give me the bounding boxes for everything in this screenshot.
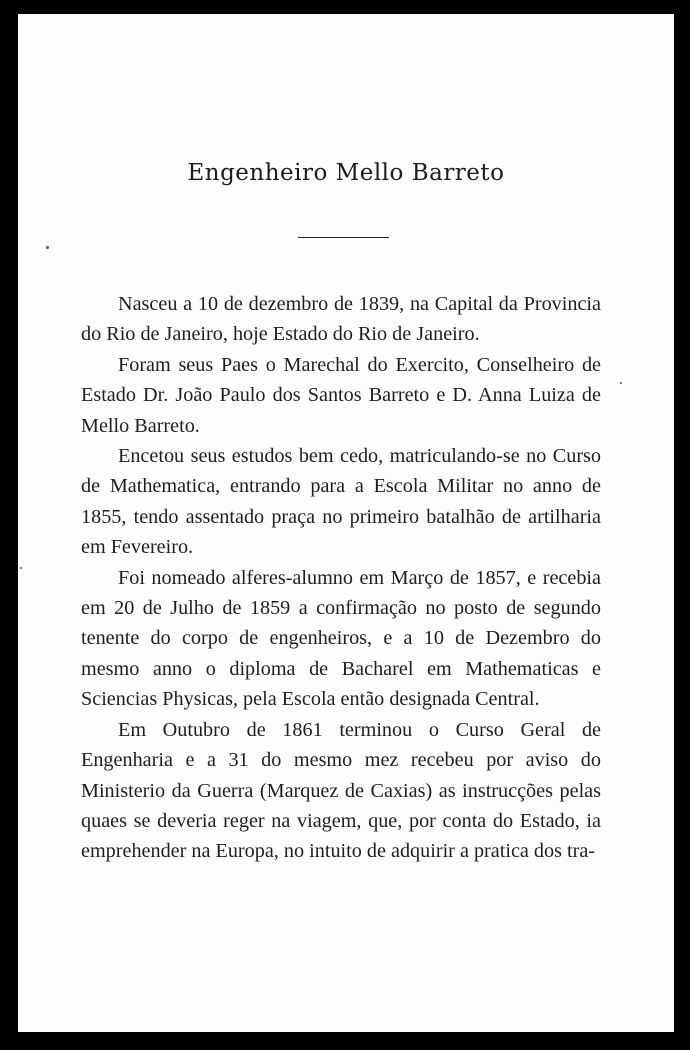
page-title: Engenheiro Mello Barreto <box>187 160 505 186</box>
paragraph: Foi nomeado alferes-alumno em Março de 1857, e recebia em 20 de Julho de 1859 a confirmação no posto de segundo tenente do corpo de engenheiros, e a 10 de Dezembro do mesmo anno o diploma de Bacharel em Mathematicas e Sciencias Physicas, pela Escola então designada Central. <box>81 566 601 711</box>
paragraph: Foram seus Paes o Marechal do Exercito, Conselheiro de Estado Dr. João Paulo dos Santos Barreto e D. Anna Luiza de Mello Barreto. <box>81 353 601 437</box>
body-text <box>81 289 601 867</box>
print-speck <box>620 382 622 384</box>
print-speck <box>20 567 22 569</box>
title-divider <box>298 237 389 238</box>
paragraph: Encetou seus estudos bem cedo, matriculando-se no Curso de Mathematica, entrando para a Escola Militar no anno de 1855, tendo assentado praça no primeiro batalhão de artilharia em Fevereiro. <box>81 445 601 559</box>
paragraph: Em Outubro de 1861 terminou o Curso Geral de Engenharia e a 31 do mesmo mez recebeu por aviso do Ministerio da Guerra (Marquez de Caxias) as instrucções pelas quaes se deveria reger na viagem, que, por conta do Estado, ia emprehender na Europa, no intuito de adquirir a pratica dos tra- <box>81 718 601 863</box>
print-speck <box>46 246 49 249</box>
paragraph: Nasceu a 10 de dezembro de 1839, na Capital da Provincia do Rio de Janeiro, hoje Estado do Rio de Janeiro. <box>81 293 601 346</box>
document-page <box>18 14 674 1032</box>
